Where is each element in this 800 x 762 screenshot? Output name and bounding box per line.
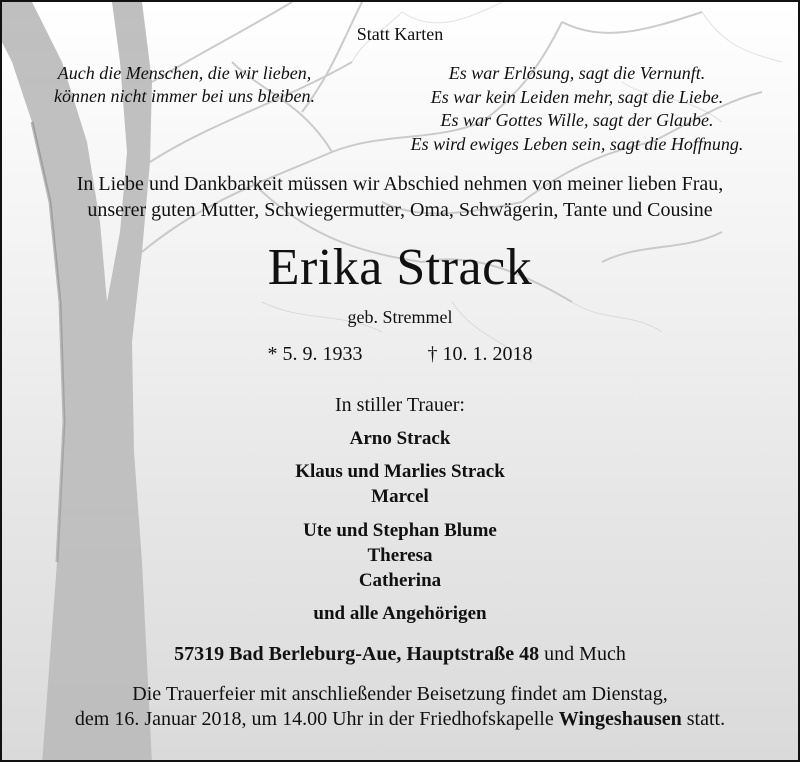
death-date: † 10. 1. 2018	[427, 343, 533, 365]
intro-line: In Liebe und Dankbarkeit müssen wir Abschied nehmen von meiner lieben Frau,	[76, 173, 724, 195]
service-line2-post: statt.	[686, 708, 726, 730]
poem-left	[32, 62, 337, 108]
service-place: Wingeshausen	[558, 708, 682, 730]
service-line	[2, 708, 798, 731]
mourner-name: Catherina	[358, 570, 442, 591]
service-line: Die Trauerfeier mit anschließender Beisetzung findet am Dienstag,	[132, 683, 668, 705]
service-line2-pre: dem 16. Januar 2018, um 14.00 Uhr in der Friedhofskapelle	[74, 708, 554, 730]
header-statt-karten: Statt Karten	[356, 24, 444, 44]
mourner-name: Ute und Stephan Blume	[303, 520, 497, 541]
poem-right-line: Es war Erlösung, sagt die Vernunft.	[448, 63, 706, 83]
mourner-name: Arno Strack	[349, 428, 451, 449]
poem-right-line: Es war Gottes Wille, sagt der Glaube.	[440, 110, 714, 130]
address-suffix: und Much	[544, 643, 626, 665]
life-dates	[2, 343, 798, 366]
poem-left-line: Auch die Menschen, die wir lieben,	[57, 63, 312, 83]
family-address	[2, 643, 798, 666]
mourner-name: und alle Angehörigen	[313, 603, 487, 624]
notice-content	[2, 2, 798, 760]
poem-right-line: Es wird ewiges Leben sein, sagt die Hoffnung.	[410, 133, 744, 154]
address-main: 57319 Bad Berleburg-Aue, Hauptstraße 48	[174, 643, 540, 665]
birth-date: * 5. 9. 1933	[267, 343, 363, 365]
poem-right-line: Es war kein Leiden mehr, sagt die Liebe.	[430, 86, 724, 107]
mourner-name: Klaus und Marlies Strack	[295, 461, 505, 482]
intro-line: unserer guten Mutter, Schwiegermutter, Oma, Schwägerin, Tante und Cousine	[87, 199, 713, 221]
mourner-name: Marcel	[371, 486, 429, 507]
poem-right	[377, 62, 777, 156]
maiden-name: geb. Stremmel	[347, 307, 453, 327]
deceased-name: Erika Strack	[267, 239, 533, 296]
poem-left-line: können nicht immer bei uns bleiben.	[54, 86, 315, 106]
mourning-label: In stiller Trauer:	[335, 394, 465, 416]
mourner-name: Theresa	[367, 545, 433, 566]
